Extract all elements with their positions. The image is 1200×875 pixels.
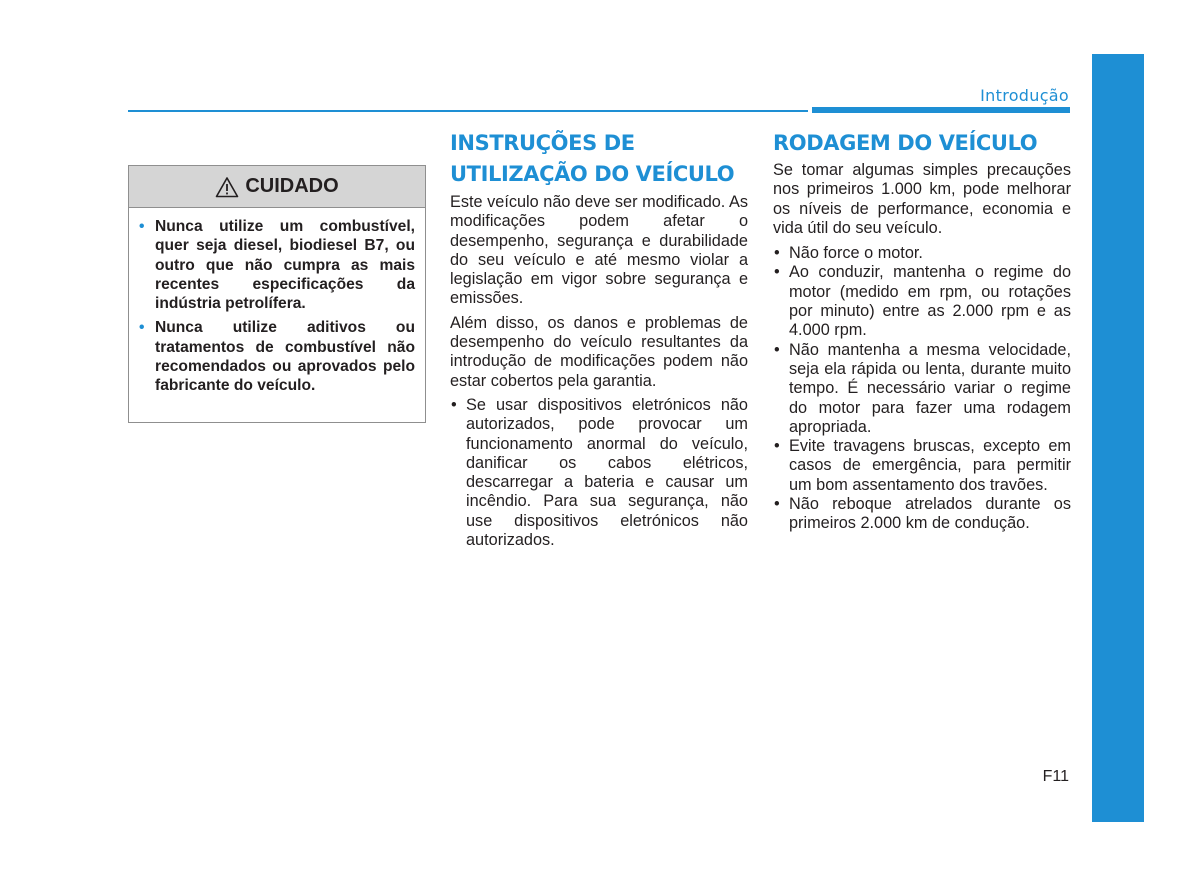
bullet-dot-icon: •: [774, 340, 780, 359]
bullet-dot-icon: •: [139, 319, 145, 337]
break-in-bullets: [773, 244, 1071, 533]
break-in-bullet: [773, 437, 1071, 495]
break-in-bullet-text: Não force o motor.: [789, 244, 923, 263]
break-in-bullet: [773, 263, 1071, 340]
instructions-bullet: [450, 396, 748, 550]
caution-box: [128, 165, 426, 423]
bullet-dot-icon: •: [139, 218, 145, 235]
chapter-side-tab: [1092, 54, 1144, 822]
instructions-bullets: [450, 396, 748, 550]
bullet-dot-icon: •: [774, 437, 780, 456]
break-in-bullet: [773, 244, 1071, 263]
instructions-bullet-text: Se usar dispositivos eletrónicos não autorizados, pode provocar um funcionamento anormal do veículo, danificar os cabos elétricos, descarregar a bateria e causar um incêndio. Para sua segurança, não use dispositivos eletrónicos não autorizados.: [466, 395, 748, 550]
instructions-section: [450, 128, 748, 550]
break-in-bullet-text: Não mantenha a mesma velocidade, seja ela rápida ou lenta, durante muito tempo. É necessário variar o regime do motor para fazer uma rodagem apropriada.: [789, 340, 1071, 436]
break-in-bullet-text: Ao conduzir, mantenha o regime do motor (medido em rpm, ou rotações por minuto) entre as 2.000 rpm e as 4.000 rpm.: [789, 263, 1071, 340]
section-title: Introdução: [980, 86, 1069, 105]
instructions-heading: INSTRUÇÕES DE UTILIZAÇÃO DO VEÍCULO: [450, 131, 735, 186]
bullet-dot-icon: •: [774, 244, 780, 263]
header-rule-accent: [812, 107, 1070, 113]
header-rule: [128, 110, 808, 112]
caution-item-text: Nunca utilize um combustível, quer seja diesel, biodiesel B7, ou outro que não cumpra as mais recentes especificações da indústria petrolífera.: [155, 218, 415, 313]
caution-header: [129, 166, 425, 208]
break-in-heading: RODAGEM DO VEÍCULO: [773, 131, 1038, 155]
bullet-dot-icon: •: [451, 395, 457, 414]
bullet-dot-icon: •: [774, 495, 780, 514]
caution-item-text: Nunca utilize aditivos ou tratamentos de combustível não recomendados ou aprovados pelo fabricante do veículo.: [155, 319, 415, 395]
break-in-bullet-text: Evite travagens bruscas, excepto em casos de emergência, para permitir um bom assentamento dos travões.: [789, 437, 1071, 494]
caution-list: [129, 208, 425, 396]
bullet-dot-icon: •: [774, 263, 780, 282]
caution-item: [138, 217, 415, 313]
instructions-paragraph: Este veículo não deve ser modificado. As modificações podem afetar o desempenho, segurança e durabilidade do seu veículo e até mesmo violar a legislação em vigor sobre segurança e emissões.: [450, 193, 748, 308]
break-in-section: [773, 128, 1071, 534]
warning-triangle-icon: [215, 176, 239, 198]
caution-item: [138, 318, 415, 395]
instructions-paragraph: Além disso, os danos e problemas de desempenho do veículo resultantes da introdução de modificações podem não estar cobertos pela garantia.: [450, 313, 748, 390]
page-number: F11: [1042, 768, 1069, 785]
break-in-intro: Se tomar algumas simples precauções nos primeiros 1.000 km, pode melhorar os níveis de performance, economia e vida útil do seu veículo.: [773, 161, 1071, 237]
break-in-bullet: [773, 341, 1071, 437]
break-in-bullet: [773, 495, 1071, 534]
break-in-bullet-text: Não reboque atrelados durante os primeiros 2.000 km de condução.: [789, 495, 1071, 533]
caution-title: CUIDADO: [245, 175, 339, 197]
